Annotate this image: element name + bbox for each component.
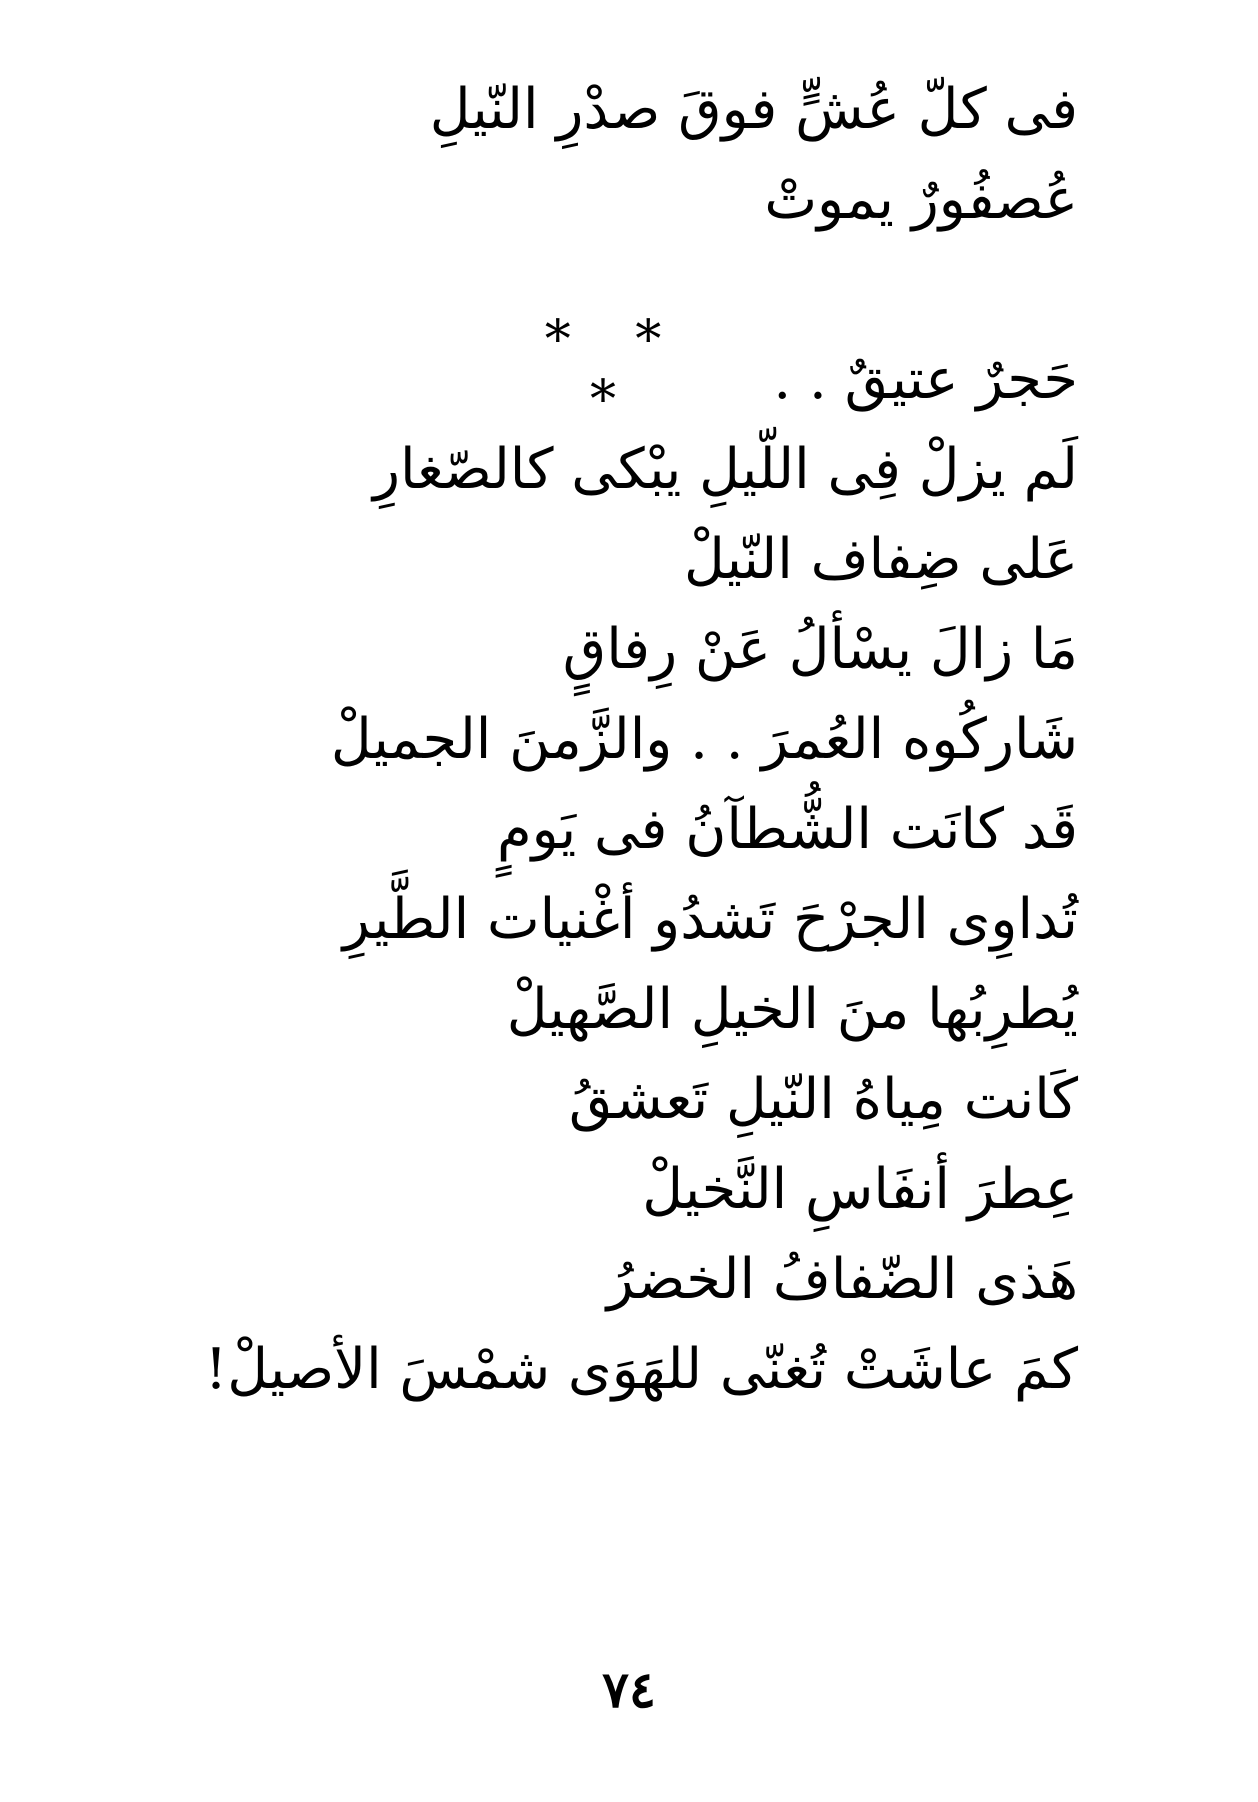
page-number: ٧٤ [602, 1660, 656, 1719]
poem-line: هَذى الضّفافُ الخضرُ [606, 1247, 1078, 1312]
poem-line: قَد كانَت الشُّطآنُ فى يَومٍ [497, 797, 1078, 862]
poem-line: كَانت مِياهُ النّيلِ تَعشقُ [568, 1067, 1078, 1132]
poem-line: فى كلّ عُشٍّ فوقَ صدْرِ النّيلِ [429, 77, 1078, 142]
section-separator: * * * [544, 310, 686, 430]
poem-line: عَلى ضِفاف النّيلْ [683, 527, 1078, 592]
poem-line: لَم يزلْ فِى اللّيلِ يبْكى كالصّغارِ [373, 437, 1078, 502]
poem-line: يُطرِبُها منَ الخيلِ الصَّهيلْ [506, 977, 1078, 1042]
poem-line: كمَ عاشَتْ تُغنّى للهَوَى شمْسَ الأصيلْ! [204, 1337, 1078, 1402]
poem-line: عِطرَ أنفَاسِ النَّخيلْ [642, 1157, 1078, 1222]
poem-line: شَاركُوه العُمرَ . . والزَّمنَ الجميلْ [330, 707, 1078, 772]
poem-line: عُصفُورٌ يموتْ [764, 167, 1078, 232]
poem-line: مَا زالَ يسْألُ عَنْ رِفاقٍ [562, 617, 1078, 682]
poem-line: تُداوِى الجرْحَ تَشدُو أغْنيات الطَّيرِ [342, 887, 1078, 952]
poem-line: حَجرٌ عتيقٌ . . [773, 347, 1078, 412]
